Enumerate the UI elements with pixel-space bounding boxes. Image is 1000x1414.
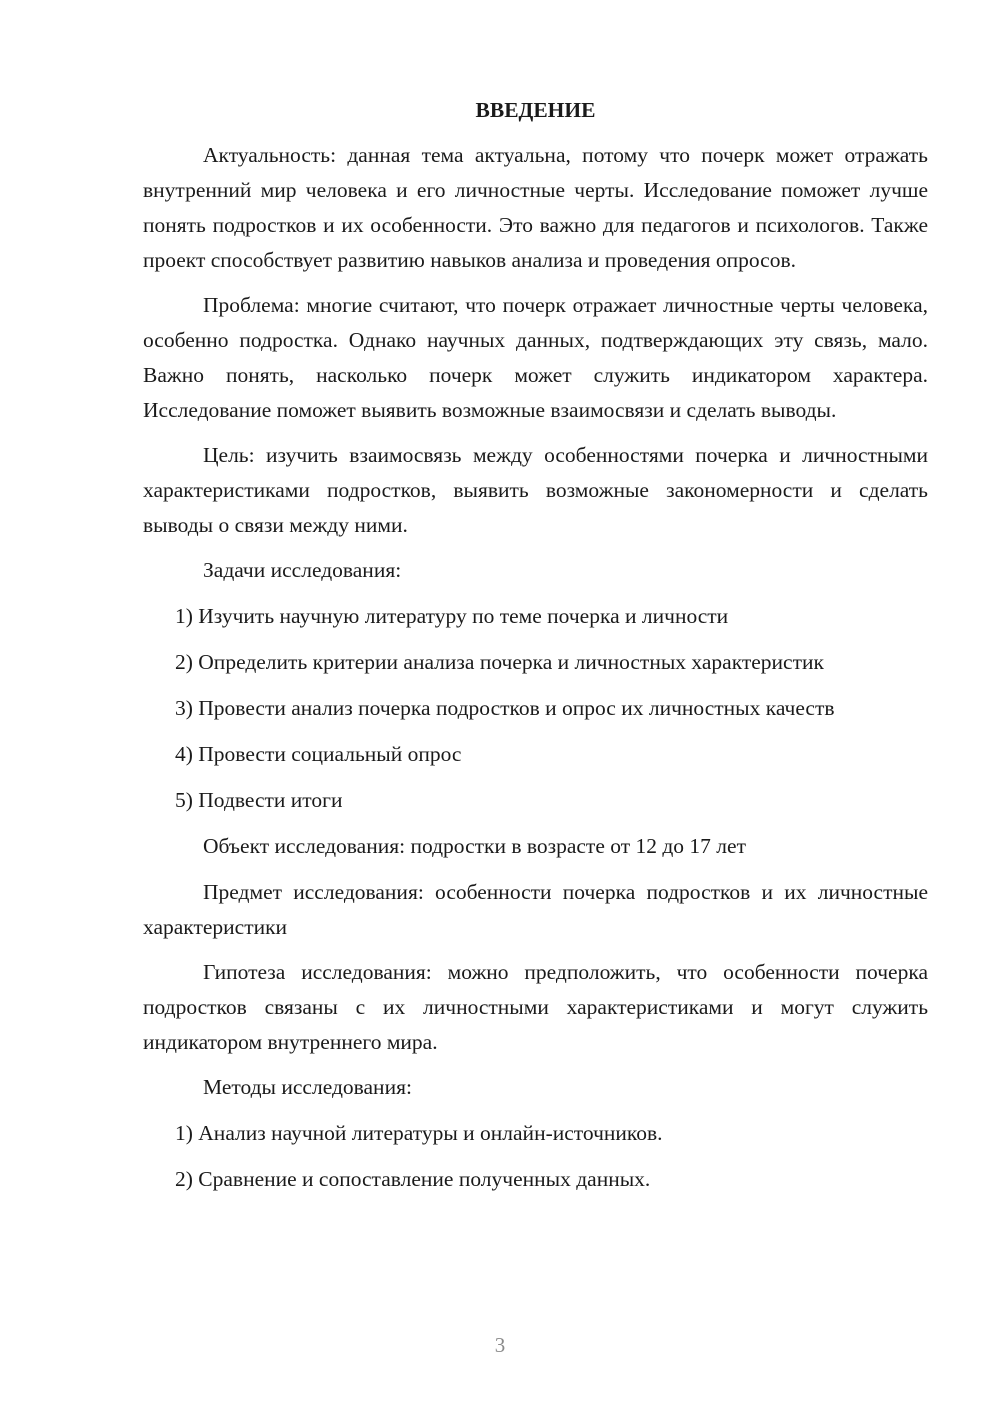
task-item: 5) Подвести итоги [175,788,343,812]
task-item: 1) Изучить научную литературу по теме почерка и личности [175,604,729,628]
section-title: ВВЕДЕНИЕ [475,98,596,122]
task-item: 3) Провести анализ почерка подростков и опрос их личностных качеств [175,696,835,720]
page-number: 3 [494,1333,506,1357]
task-item: 2) Определить критерии анализа почерка и личностных характеристик [175,650,824,674]
subject-paragraph: Предмет исследования: особенности почерка подростков и их личностные характеристики [143,880,928,939]
methods-heading: Методы исследования: [203,1075,412,1099]
object-paragraph: Объект исследования: подростки в возрасте от 12 до 17 лет [203,834,746,858]
document-page [143,96,928,1208]
task-item: 4) Провести социальный опрос [175,742,462,766]
method-item: 1) Анализ научной литературы и онлайн-источников. [175,1121,663,1145]
relevance-paragraph: Актуальность: данная тема актуальна, потому что почерк может отражать внутренний мир человека и его личностные черты. Исследование поможет лучше понять подростков и их особенности. Это важно для педагогов и психологов. Также проект способствует развитию навыков анализа и проведения опросов. [143,143,928,272]
tasks-heading: Задачи исследования: [203,558,402,582]
method-item: 2) Сравнение и сопоставление полученных данных. [175,1167,651,1191]
hypothesis-paragraph: Гипотеза исследования: можно предположить, что особенности почерка подростков связаны с их личностными характеристиками и могут служить индикатором внутреннего мира. [143,960,928,1054]
problem-paragraph: Проблема: многие считают, что почерк отражает личностные черты человека, особенно подростка. Однако научных данных, подтверждающих эту связь, мало. Важно понять, насколько почерк может служить индикатором характера. Исследование поможет выявить возможные взаимосвязи и сделать выводы. [143,293,928,422]
goal-paragraph: Цель: изучить взаимосвязь между особенностями почерка и личностными характеристиками подростков, выявить возможные закономерности и сделать выводы о связи между ними. [143,443,928,537]
